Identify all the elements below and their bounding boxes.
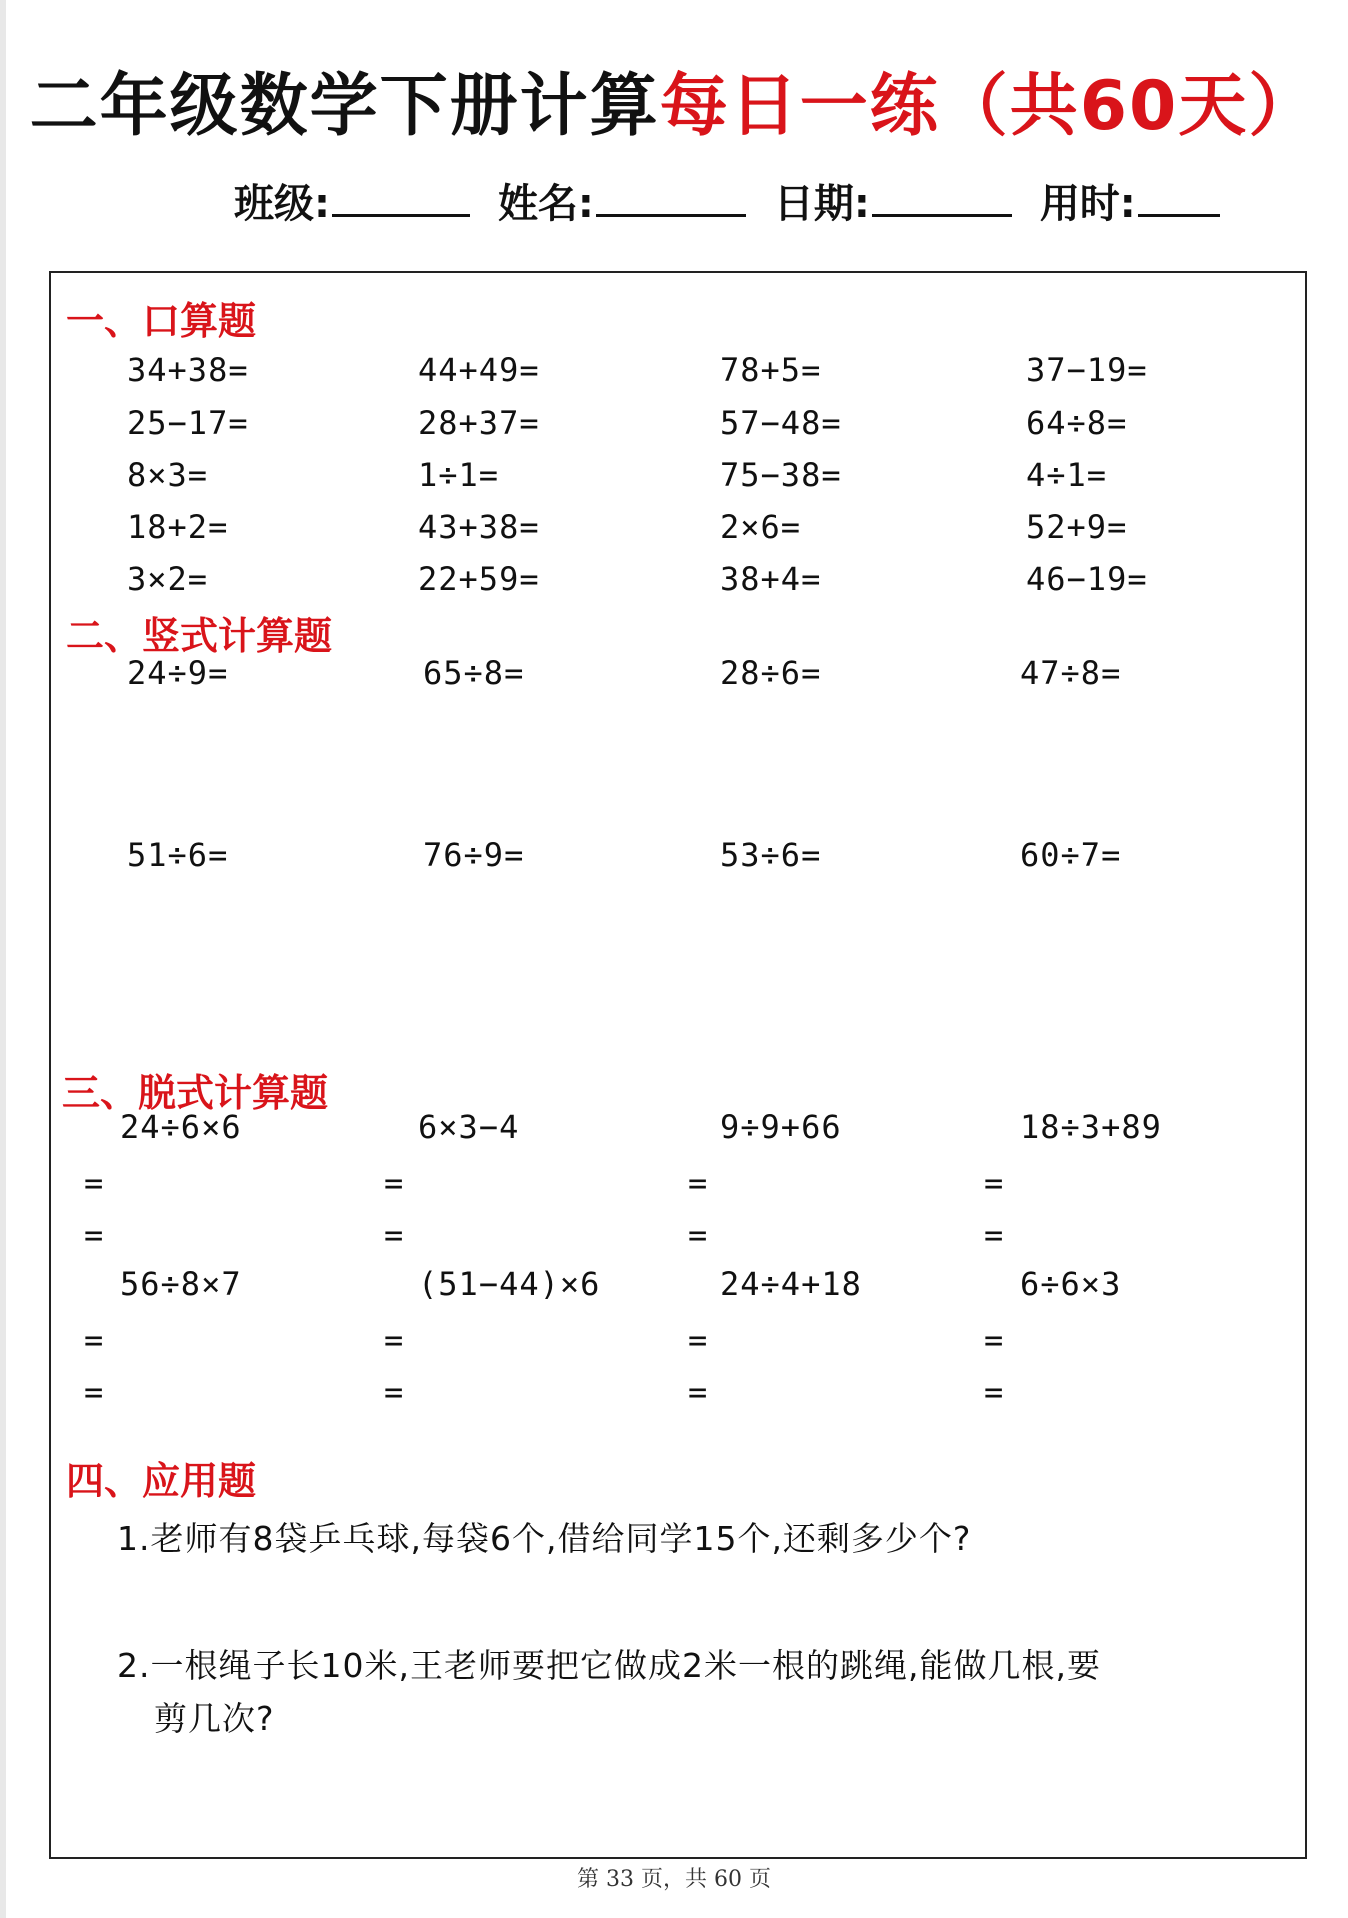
oral-problem: 43+38= — [418, 508, 540, 546]
stepwise-section-title: 三、脱式计算题 — [62, 1070, 329, 1115]
word-section-title: 四、应用题 — [66, 1458, 257, 1503]
oral-problem: 37−19= — [1026, 351, 1148, 389]
oral-problem: 2×6= — [720, 508, 802, 546]
oral-problem: 52+9= — [1026, 508, 1128, 546]
stepwise-problem: 24÷6×6 — [120, 1108, 242, 1146]
vertical-problem: 60÷7= — [1020, 836, 1122, 874]
equals-sign: = — [688, 1216, 708, 1254]
class-field — [234, 172, 470, 229]
vertical-problem: 24÷9= — [127, 654, 229, 692]
class-label: 班级: — [234, 181, 330, 227]
equals-sign: = — [688, 1164, 708, 1202]
equals-sign: = — [984, 1321, 1004, 1359]
word-problem-1: 1.老师有8袋乒乓球,每袋6个,借给同学15个,还剩多少个? — [117, 1519, 972, 1558]
equals-sign: = — [84, 1321, 104, 1359]
stepwise-problem: (51−44)×6 — [418, 1265, 601, 1303]
vertical-problem: 51÷6= — [127, 836, 229, 874]
vertical-problem: 47÷8= — [1020, 654, 1122, 692]
student-info-row — [234, 172, 1234, 229]
stepwise-problem: 24÷4+18 — [720, 1265, 862, 1303]
word-problem-2-line-2: 剪几次? — [154, 1699, 275, 1738]
oral-problem: 18+2= — [127, 508, 229, 546]
stepwise-problem: 6×3−4 — [418, 1108, 520, 1146]
word-problem-2-line-1: 2.一根绳子长10米,王老师要把它做成2米一根的跳绳,能做几根,要 — [117, 1646, 1101, 1685]
vertical-problem: 28÷6= — [720, 654, 822, 692]
page-edge — [0, 0, 6, 1918]
time-blank — [1138, 186, 1220, 217]
oral-problem: 8×3= — [127, 456, 209, 494]
equals-sign: = — [84, 1164, 104, 1202]
oral-problem: 78+5= — [720, 351, 822, 389]
equals-sign: = — [984, 1216, 1004, 1254]
oral-problem: 25−17= — [127, 404, 249, 442]
oral-problem: 38+4= — [720, 560, 822, 598]
vertical-problem: 53÷6= — [720, 836, 822, 874]
oral-problem: 4÷1= — [1026, 456, 1108, 494]
name-blank — [596, 186, 746, 217]
equals-sign: = — [688, 1373, 708, 1411]
class-blank — [332, 186, 470, 217]
date-blank — [872, 186, 1012, 217]
equals-sign: = — [384, 1373, 404, 1411]
oral-problem: 28+37= — [418, 404, 540, 442]
oral-problem: 44+49= — [418, 351, 540, 389]
equals-sign: = — [984, 1373, 1004, 1411]
title-main: 二年级数学下册计算 — [29, 67, 660, 146]
vertical-problem: 76÷9= — [423, 836, 525, 874]
stepwise-problem: 9÷9+66 — [720, 1108, 842, 1146]
oral-problem: 57−48= — [720, 404, 842, 442]
equals-sign: = — [384, 1216, 404, 1254]
stepwise-problem: 18÷3+89 — [1020, 1108, 1162, 1146]
equals-sign: = — [384, 1164, 404, 1202]
stepwise-problem: 56÷8×7 — [120, 1265, 242, 1303]
oral-problem: 46−19= — [1026, 560, 1148, 598]
name-label: 姓名: — [497, 181, 594, 227]
time-label: 用时: — [1039, 181, 1136, 227]
date-field — [774, 172, 1012, 229]
equals-sign: = — [84, 1216, 104, 1254]
oral-problem: 3×2= — [127, 560, 209, 598]
oral-section-title: 一、口算题 — [66, 298, 257, 343]
name-field — [498, 172, 746, 229]
oral-problem: 1÷1= — [418, 456, 500, 494]
page-footer: 第 33 页，共 60 页 — [577, 1867, 771, 1892]
equals-sign: = — [984, 1164, 1004, 1202]
time-field — [1040, 172, 1220, 229]
vertical-problem: 65÷8= — [423, 654, 525, 692]
oral-problem: 34+38= — [127, 351, 249, 389]
equals-sign: = — [84, 1373, 104, 1411]
oral-problem: 22+59= — [418, 560, 540, 598]
stepwise-problem: 6÷6×3 — [1020, 1265, 1122, 1303]
equals-sign: = — [688, 1321, 708, 1359]
equals-sign: = — [384, 1321, 404, 1359]
oral-problem: 64÷8= — [1026, 404, 1128, 442]
page-title — [0, 52, 1348, 149]
date-label: 日期: — [773, 181, 870, 227]
vertical-section-title: 二、竖式计算题 — [66, 613, 333, 658]
oral-problem: 75−38= — [720, 456, 842, 494]
title-highlight: 每日一练（共60天） — [659, 67, 1319, 146]
